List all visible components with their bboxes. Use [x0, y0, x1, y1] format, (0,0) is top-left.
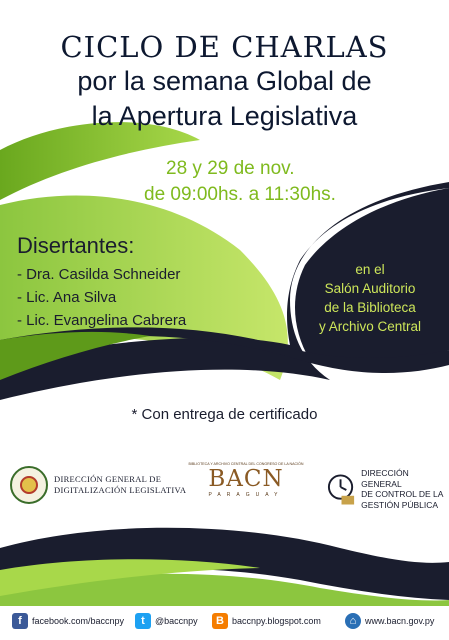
twitter-icon: t [135, 613, 151, 629]
globe-icon: ⌂ [345, 613, 361, 629]
speaker-item: - Lic. Ana Silva [17, 289, 117, 306]
logo-dgdl-text: DIRECCIÓN GENERAL DE DIGITALIZACIÓN LEGISLATIVA [54, 474, 187, 495]
venue-line: en el [355, 262, 385, 277]
clock-icon [326, 472, 355, 506]
logos-row [0, 462, 449, 514]
venue-line: de la Biblioteca [324, 300, 416, 315]
date-line-2: de 09:00hs. a 11:30hs. [144, 184, 336, 205]
speaker-item: - Lic. Evangelina Cabrera [17, 312, 187, 329]
logo-dgdl [10, 466, 186, 504]
facebook-icon: f [12, 613, 28, 629]
logo-dgcg [326, 468, 449, 510]
title-line-1: CICLO DE CHARLAS [60, 30, 389, 64]
date-line-1: 28 y 29 de nov. [166, 158, 295, 179]
venue-line: Salón Auditorio [324, 281, 416, 296]
bacn-country: PARAGUAY [208, 492, 284, 498]
bacn-tagline: BIBLIOTECA Y ARCHIVO CENTRAL DEL CONGRESO DE LA NACIÓN [188, 462, 304, 466]
speaker-item: - Dra. Casilda Schneider [17, 266, 181, 283]
title-line-3: la Apertura Legislativa [91, 101, 358, 131]
bacn-name: BACN [208, 466, 284, 492]
footer-social [0, 606, 449, 636]
title-line-2: por la semana Global de [77, 66, 372, 96]
speakers-heading: Disertantes: [17, 233, 135, 258]
blogger-icon: B [212, 613, 228, 629]
speakers-block [17, 233, 186, 332]
web-link[interactable]: ⌂ www.bacn.gov.py [345, 613, 434, 629]
logo-dgcg-text: DIRECCIÓN GENERAL DE CONTROL DE LA GESTIÓN PÚBLICA [361, 468, 444, 510]
blogger-link[interactable]: B baccnpy.blogspot.com [212, 613, 321, 629]
certificate-note: * Con entrega de certificado [131, 406, 318, 423]
twitter-link[interactable]: t @baccnpy [135, 613, 198, 629]
facebook-link[interactable]: f facebook.com/baccnpy [12, 613, 124, 629]
logo-bacn [186, 462, 306, 498]
venue-block [300, 260, 440, 336]
seal-icon [10, 466, 48, 504]
venue-line: y Archivo Central [318, 319, 422, 334]
